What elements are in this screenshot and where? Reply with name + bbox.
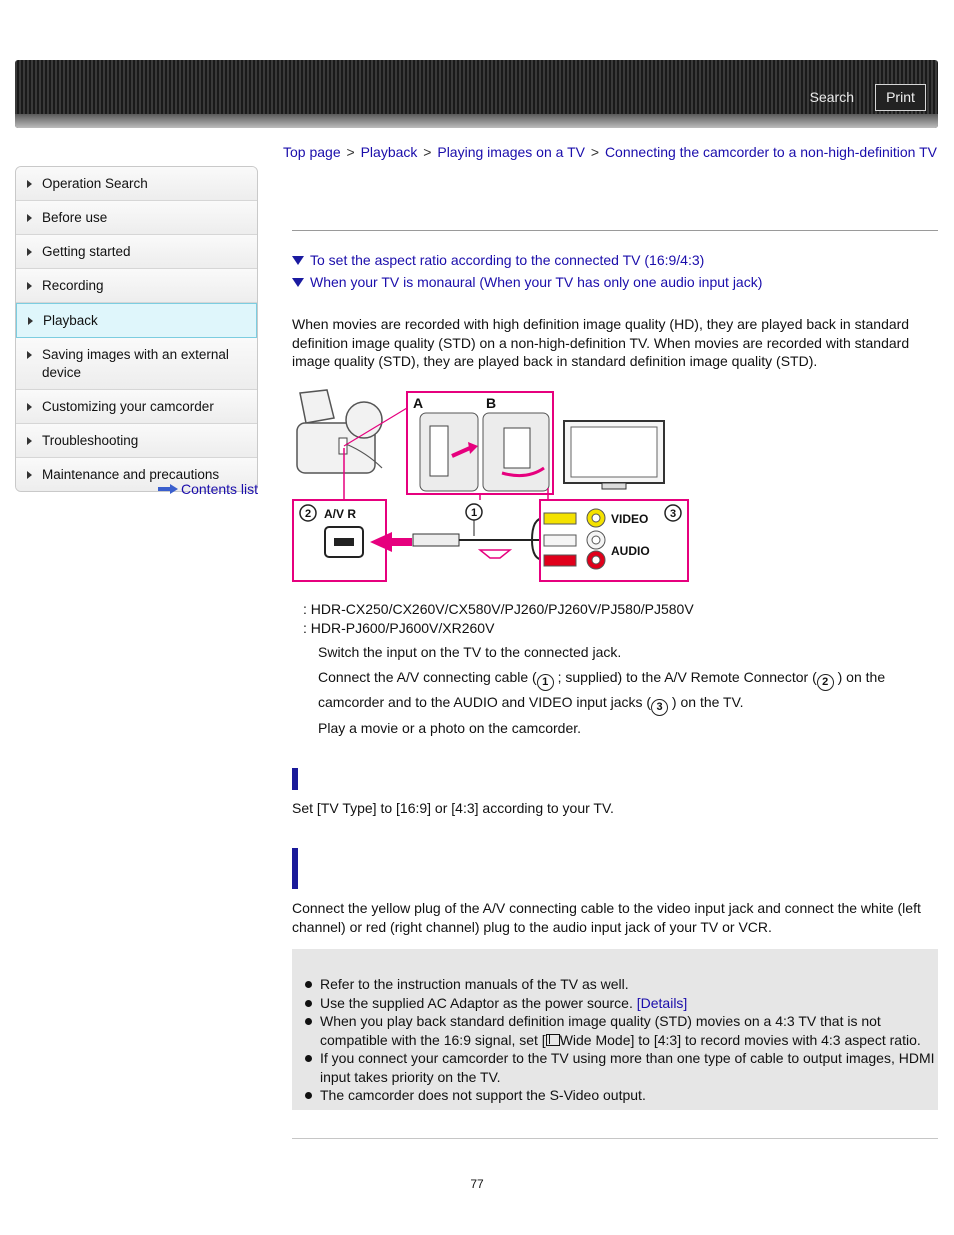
anchor-link-label: When your TV is monaural (When your TV has only one audio input jack) bbox=[310, 274, 763, 290]
connection-diagram bbox=[292, 388, 692, 584]
sidebar-item-playback[interactable] bbox=[16, 303, 257, 338]
print-button[interactable]: Print bbox=[875, 84, 926, 111]
number-2-icon: 2 bbox=[817, 674, 834, 691]
chevron-right-icon bbox=[26, 432, 32, 450]
model-list-a: : HDR-CX250/CX260V/CX580V/PJ260/PJ260V/PJ580/PJ580V bbox=[303, 601, 694, 617]
page-number: 77 bbox=[470, 1177, 484, 1191]
sidebar-item-label: Playback bbox=[43, 313, 98, 328]
label-audio: AUDIO bbox=[611, 544, 650, 558]
sidebar-item-label: Recording bbox=[42, 278, 104, 293]
step-2 bbox=[318, 666, 918, 716]
sidebar-item-label: Before use bbox=[42, 210, 108, 225]
sidebar-item-label: Customizing your camcorder bbox=[42, 399, 214, 414]
contents-list-link[interactable] bbox=[158, 481, 258, 497]
num-2: 2 bbox=[304, 508, 312, 520]
step-2-text: ) on the camcorder and to the AUDIO and VIDEO input jacks ( bbox=[318, 669, 886, 710]
note-text: The camcorder does not support the S-Video output. bbox=[320, 1087, 646, 1103]
notes-box bbox=[292, 949, 938, 1110]
arrow-right-icon bbox=[158, 484, 178, 494]
breadcrumb-separator: > bbox=[590, 144, 600, 160]
chevron-right-icon bbox=[26, 398, 32, 416]
note-item bbox=[292, 1012, 938, 1049]
triangle-down-icon bbox=[292, 256, 304, 265]
sidebar-item-label: Operation Search bbox=[42, 176, 148, 191]
breadcrumb-playback[interactable]: Playback bbox=[360, 144, 418, 160]
breadcrumb-current-page[interactable]: Connecting the camcorder to a non-high-definition TV bbox=[604, 144, 937, 160]
sidebar-item-label: Maintenance and precautions bbox=[42, 467, 220, 482]
anchor-link-aspect-ratio[interactable] bbox=[292, 252, 704, 268]
num-1: 1 bbox=[470, 507, 478, 519]
sidebar-item-label: Troubleshooting bbox=[42, 433, 139, 448]
tv-illustration bbox=[564, 421, 664, 489]
triangle-down-icon bbox=[292, 278, 304, 287]
bottom-divider bbox=[292, 1138, 938, 1139]
anchor-link-monaural[interactable] bbox=[292, 274, 762, 290]
sidebar-item-recording[interactable] bbox=[16, 269, 257, 303]
title-divider bbox=[292, 230, 938, 231]
sidebar-item-before-use[interactable] bbox=[16, 201, 257, 235]
note-item bbox=[292, 975, 938, 994]
intro-paragraph: When movies are recorded with high definition image quality (HD), they are played back in standard definition image quality (STD) on a non-high-definition TV. When movies are recorded with standard image quality (STD), they are played back in standard definition image quality (STD). bbox=[292, 316, 910, 369]
note-text: When you play back standard definition image quality (STD) movies on a 4:3 TV that is not compatible with the 16:9 signal, set [ bbox=[320, 1013, 881, 1048]
monaural-paragraph: Connect the yellow plug of the A/V connecting cable to the video input jack and connect the white (left channel) or red (right channel) plug to the audio input jack of your TV or VCR. bbox=[292, 900, 921, 935]
aspect-paragraph: Set [TV Type] to [16:9] or [4:3] according to your TV. bbox=[292, 800, 614, 816]
sidebar-item-label: Getting started bbox=[42, 244, 131, 259]
number-3-icon: 3 bbox=[651, 699, 668, 716]
sidebar-item-troubleshooting[interactable] bbox=[16, 424, 257, 458]
sidebar-item-label: Saving images with an external device bbox=[42, 347, 229, 380]
chevron-right-icon bbox=[26, 209, 32, 227]
details-link[interactable]: [Details] bbox=[636, 994, 688, 1011]
step-3: Play a movie or a photo on the camcorder. bbox=[318, 720, 582, 736]
step-1: Switch the input on the TV to the connected jack. bbox=[318, 644, 622, 660]
note-text: If you connect your camcorder to the TV using more than one type of cable to output images, HDMI input takes priority on the TV. bbox=[320, 1050, 935, 1085]
step-2-text: ) on the TV. bbox=[668, 694, 744, 710]
anchor-link-label: To set the aspect ratio according to the connected TV (16:9/4:3) bbox=[310, 252, 705, 268]
num-3: 3 bbox=[669, 508, 677, 520]
chevron-right-icon bbox=[26, 175, 32, 193]
chevron-right-icon bbox=[26, 243, 32, 261]
chevron-right-icon bbox=[26, 346, 32, 364]
chevron-right-icon bbox=[26, 466, 32, 484]
sidebar-item-operation-search[interactable] bbox=[16, 167, 257, 201]
note-item bbox=[292, 994, 938, 1013]
header-banner bbox=[15, 60, 938, 128]
label-video: VIDEO bbox=[611, 512, 649, 526]
section-marker-monaural bbox=[292, 848, 298, 889]
sidebar-nav bbox=[15, 166, 258, 492]
breadcrumb bbox=[283, 144, 937, 160]
search-link[interactable]: Search bbox=[809, 89, 854, 105]
contents-list-label: Contents list bbox=[181, 481, 259, 497]
note-text: Wide Mode] to [4:3] to record movies with 4:3 aspect ratio. bbox=[559, 1031, 921, 1048]
model-list-b: : HDR-PJ600/PJ600V/XR260V bbox=[303, 620, 495, 636]
breadcrumb-separator: > bbox=[346, 144, 355, 160]
number-1-icon: 1 bbox=[537, 674, 554, 691]
label-a: A bbox=[413, 395, 424, 411]
note-item bbox=[292, 1049, 938, 1086]
film-wide-mode-icon bbox=[546, 1034, 560, 1046]
note-text: Use the supplied AC Adaptor as the power source. bbox=[320, 994, 633, 1011]
label-av-r: A/V R bbox=[324, 507, 357, 521]
label-b: B bbox=[486, 395, 497, 411]
breadcrumb-top-page[interactable]: Top page bbox=[283, 144, 341, 160]
section-marker-aspect bbox=[292, 768, 298, 790]
step-2-text: ; supplied) to the A/V Remote Connector ( bbox=[553, 669, 817, 685]
note-item bbox=[292, 1086, 938, 1105]
sidebar-item-customizing[interactable] bbox=[16, 390, 257, 424]
breadcrumb-separator: > bbox=[423, 144, 432, 160]
sidebar-item-getting-started[interactable] bbox=[16, 235, 257, 269]
note-text: Refer to the instruction manuals of the TV as well. bbox=[320, 976, 629, 992]
chevron-right-icon bbox=[27, 312, 33, 330]
breadcrumb-playing-on-tv[interactable]: Playing images on a TV bbox=[437, 144, 585, 160]
step-2-text: Connect the A/V connecting cable ( bbox=[318, 669, 537, 685]
camcorder-illustration bbox=[297, 390, 382, 473]
chevron-right-icon bbox=[26, 277, 32, 295]
notes-list bbox=[292, 975, 938, 1105]
sidebar-item-saving-images[interactable] bbox=[16, 338, 257, 390]
